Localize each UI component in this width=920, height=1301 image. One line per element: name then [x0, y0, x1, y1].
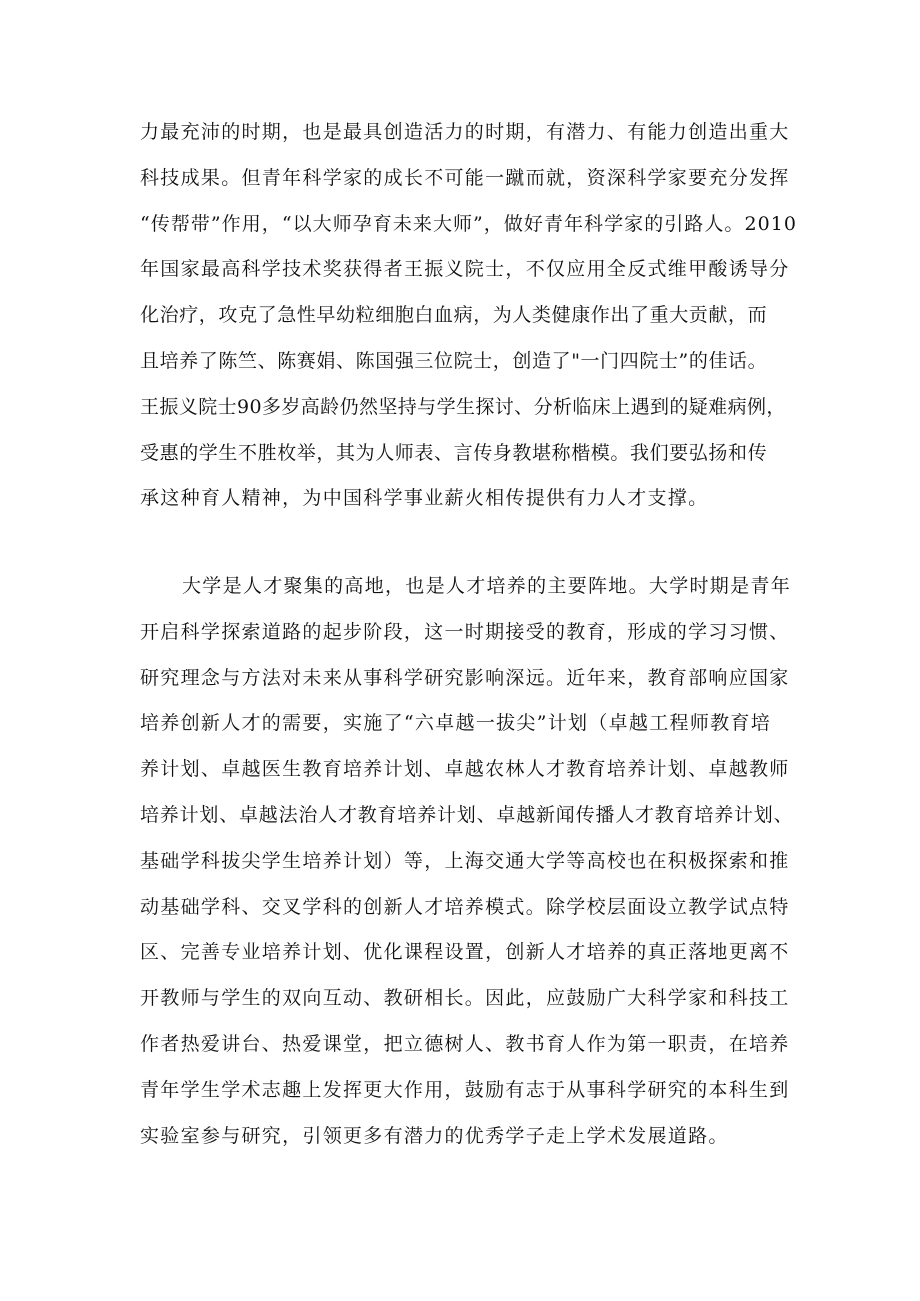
text-line: 实验室参与研究，引领更多有潜力的优秀学子走上学术发展道路。 — [140, 1124, 729, 1147]
text-line: 作者热爱讲台、热爱课堂，把立德树人、教书育人作为第一职责，在培养 — [140, 1032, 790, 1055]
text-line: 研究理念与方法对未来从事科学研究影响深远。近年来，教育部响应国家 — [140, 666, 790, 689]
text-line: 培养计划、卓越法治人才教育培养计划、卓越新闻传播人才教育培养计划、 — [140, 803, 794, 826]
text-line: 年国家最高科学技术奖获得者王振义院士，不仅应用全反式维甲酸诱导分 — [140, 258, 790, 281]
text-line: “传帮带”作用，“以大师孕育未来大师”，做好青年科学家的引路人。2010 — [140, 212, 798, 235]
paragraph-2 — [140, 564, 800, 1159]
text-line: 科技成果。但青年科学家的成长不可能一蹴而就，资深科学家要充分发挥 — [140, 166, 790, 189]
text-line: 青年学生学术志趣上发挥更大作用，鼓励有志于从事科学研究的本科生到 — [140, 1078, 790, 1101]
text-line: 且培养了陈竺、陈赛娟、陈国强三位院士，创造了"一门四院士”的佳话。 — [140, 349, 768, 372]
text-line: 受惠的学生不胜枚举，其为人师表、言传身教堪称楷模。我们要弘扬和传 — [140, 441, 768, 464]
text-line: 区、完善专业培养计划、优化课程设置，创新人才培养的真正落地更离不 — [140, 941, 790, 964]
paragraph-1 — [140, 110, 800, 522]
text-line: 基础学科拔尖学生培养计划）等，上海交通大学等高校也在积极探索和推 — [140, 849, 790, 872]
text-line: 开教师与学生的双向互动、教研相长。因此，应鼓励广大科学家和科技工 — [140, 987, 790, 1010]
text-line: 王振义院士90多岁高龄仍然坚持与学生探讨、分析临床上遇到的疑难病例， — [140, 395, 786, 418]
text-line: 化治疗，攻克了急性早幼粒细胞白血病，为人类健康作出了重大贡献，而 — [140, 304, 768, 327]
text-line: 开启科学探索道路的起步阶段，这一时期接受的教育，形成的学习习惯、 — [140, 620, 790, 643]
text-line: 动基础学科、交叉学科的创新人才培养模式。除学校层面设立教学试点特 — [140, 895, 790, 918]
text-line: 力最充沛的时期，也是最具创造活力的时期，有潜力、有能力创造出重大 — [140, 121, 790, 143]
text-line: 大学是人才聚集的高地，也是人才培养的主要阵地。大学时期是青年 — [182, 575, 792, 597]
text-line: 养计划、卓越医生教育培养计划、卓越农林人才教育培养计划、卓越教师 — [140, 758, 790, 781]
text-line: 培养创新人才的需要，实施了“六卓越一拔尖”计划（卓越工程师教育培 — [140, 712, 772, 735]
text-line: 承这种育人精神，为中国科学事业薪火相传提供有力人才支撑。 — [140, 487, 709, 510]
